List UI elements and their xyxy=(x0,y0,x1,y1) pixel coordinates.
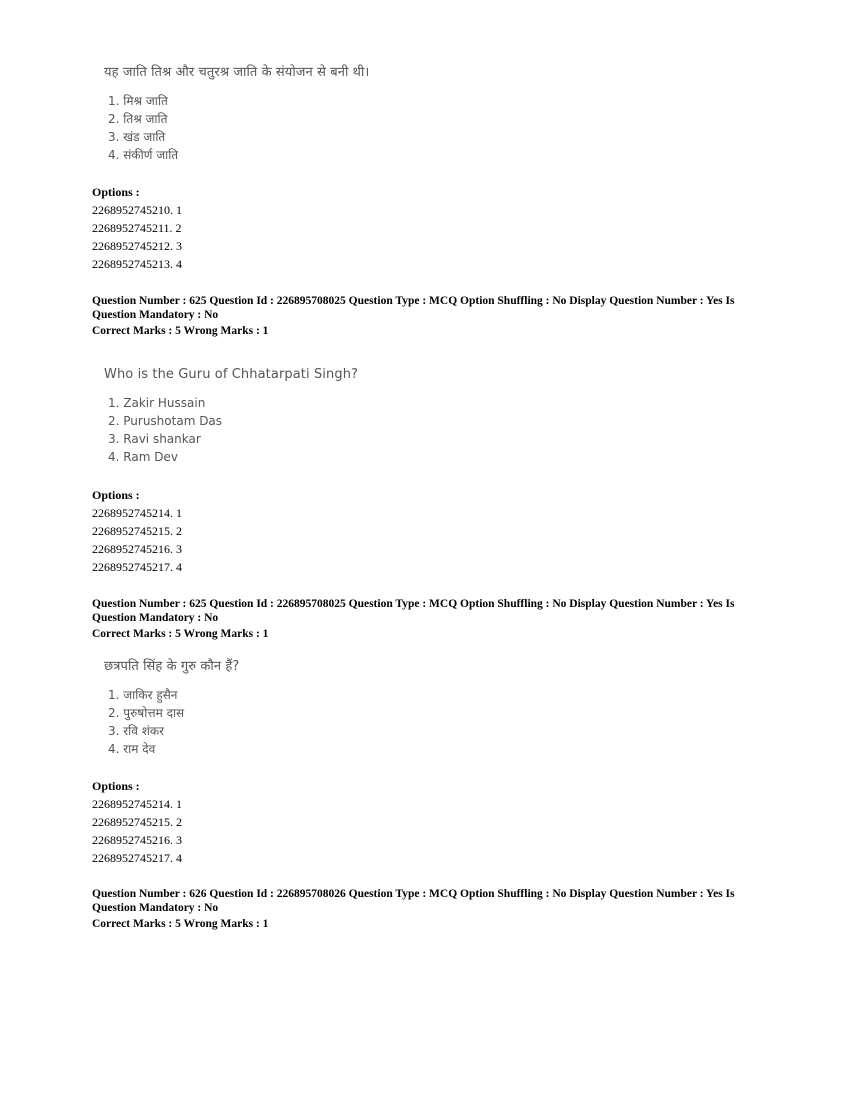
options-label: Options : xyxy=(92,488,140,502)
option-row: 2268952745217. 4 xyxy=(92,560,182,574)
question-image-625-hindi xyxy=(104,656,239,758)
choice-item: 3. खंड जाति xyxy=(108,130,166,144)
option-row: 2268952745212. 3 xyxy=(92,239,182,253)
choice-item: 1. जाकिर हुसैन xyxy=(108,688,178,702)
options-block-624 xyxy=(92,184,182,273)
marks-line: Correct Marks : 5 Wrong Marks : 1 xyxy=(92,325,269,337)
choice-item: 2. तिश्र जाति xyxy=(108,112,168,126)
question-meta-625-en xyxy=(92,294,772,338)
choice-item: 1. Zakir Hussain xyxy=(108,396,206,410)
question-text: छत्रपति सिंह के गुरु कौन हैं? xyxy=(104,659,240,674)
choice-list xyxy=(104,92,369,164)
question-text: Who is the Guru of Chhatarpati Singh? xyxy=(104,367,359,382)
question-image-625-english xyxy=(104,367,358,466)
option-row: 2268952745211. 2 xyxy=(92,221,182,235)
choice-item: 1. मिश्र जाति xyxy=(108,94,168,108)
option-row: 2268952745213. 4 xyxy=(92,257,182,271)
question-meta-625-hi xyxy=(92,597,772,641)
option-row: 2268952745214. 1 xyxy=(92,797,182,811)
choice-item: 3. Ravi shankar xyxy=(108,432,201,446)
choice-item: 2. पुरुषोत्तम दास xyxy=(108,706,185,720)
option-row: 2268952745216. 3 xyxy=(92,542,182,556)
choice-list xyxy=(104,686,239,758)
option-row: 2268952745216. 3 xyxy=(92,833,182,847)
meta-line: Question Mandatory : No xyxy=(92,612,219,624)
options-label: Options : xyxy=(92,185,140,199)
meta-line: Question Mandatory : No xyxy=(92,902,219,914)
choice-item: 4. Ram Dev xyxy=(108,450,178,464)
question-text: यह जाति तिश्र और चतुरश्र जाति के संयोजन से बनी थी। xyxy=(104,65,370,80)
marks-line: Correct Marks : 5 Wrong Marks : 1 xyxy=(92,918,269,930)
options-block-625-en xyxy=(92,487,182,576)
meta-line: Question Mandatory : No xyxy=(92,309,219,321)
choice-item: 4. संकीर्ण जाति xyxy=(108,148,179,162)
option-row: 2268952745210. 1 xyxy=(92,203,182,217)
choice-item: 2. Purushotam Das xyxy=(108,414,223,428)
choice-item: 3. रवि शंकर xyxy=(108,724,165,738)
meta-line: Question Number : 626 Question Id : 226895708026 Question Type : MCQ Option Shuffling : No Display Question Number : Yes Is xyxy=(92,888,735,900)
option-row: 2268952745217. 4 xyxy=(92,851,182,865)
choice-item: 4. राम देव xyxy=(108,742,156,756)
option-row: 2268952745215. 2 xyxy=(92,815,182,829)
choice-list xyxy=(104,394,358,466)
question-meta-626 xyxy=(92,887,772,931)
option-row: 2268952745215. 2 xyxy=(92,524,182,538)
meta-line: Question Number : 625 Question Id : 226895708025 Question Type : MCQ Option Shuffling : No Display Question Number : Yes Is xyxy=(92,598,735,610)
marks-line: Correct Marks : 5 Wrong Marks : 1 xyxy=(92,628,269,640)
option-row: 2268952745214. 1 xyxy=(92,506,182,520)
options-label: Options : xyxy=(92,779,140,793)
question-image-624-hindi xyxy=(104,62,369,164)
meta-line: Question Number : 625 Question Id : 226895708025 Question Type : MCQ Option Shuffling : No Display Question Number : Yes Is xyxy=(92,295,735,307)
options-block-625-hi xyxy=(92,778,182,867)
